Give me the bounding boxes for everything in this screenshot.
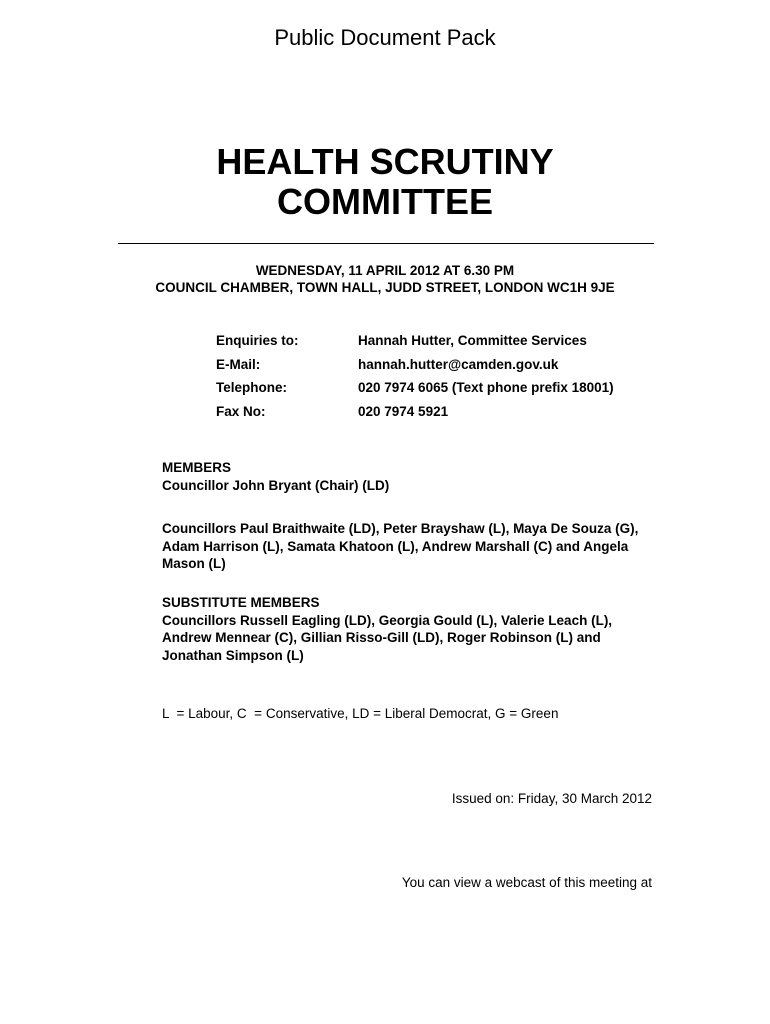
webcast-note: You can view a webcast of this meeting at	[401, 875, 652, 890]
contact-value: 020 7974 5921	[358, 403, 449, 419]
substitutes-section	[162, 594, 652, 664]
members-chair: Councillor John Bryant (Chair) (LD)	[162, 477, 390, 493]
contact-value: 020 7974 6065 (Text phone prefix 18001)	[358, 380, 614, 395]
document-pack-header: Public Document Pack	[274, 25, 496, 50]
party-key: L = Labour, C = Conservative, LD = Liberal Democrat, G = Green	[162, 706, 559, 721]
members-section	[162, 459, 652, 494]
contact-value: Hannah Hutter, Committee Services	[358, 333, 587, 348]
contact-label: Telephone:	[216, 380, 288, 395]
meeting-venue: COUNCIL CHAMBER, TOWN HALL, JUDD STREET, LONDON WC1H 9JE	[155, 280, 615, 295]
title-divider	[118, 243, 654, 244]
committee-title	[0, 142, 770, 222]
committee-title-line-1: HEALTH SCRUTINY	[216, 141, 554, 182]
members-heading: MEMBERS	[162, 460, 232, 475]
substitutes-list: Councillors Russell Eagling (LD), Georgia Gould (L), Valerie Leach (L), Andrew Mennear (C), Gillian Risso-Gill (LD), Roger Robinson (L) and Jonathan Simpson (L)	[162, 612, 613, 663]
committee-title-line-2: COMMITTEE	[277, 181, 493, 222]
contact-row-email	[216, 355, 614, 379]
contact-details	[216, 331, 614, 425]
contact-label: Fax No:	[216, 403, 266, 419]
members-list: Councillors Paul Braithwaite (LD), Peter Brayshaw (L), Maya De Souza (G), Adam Harrison (L), Samata Khatoon (L), Andrew Marshall (C) and Angela Mason (L)	[162, 521, 639, 571]
meeting-datetime: WEDNESDAY, 11 APRIL 2012 AT 6.30 PM	[255, 263, 515, 278]
contact-label: Enquiries to:	[216, 333, 299, 348]
contact-row-telephone	[216, 378, 614, 402]
issued-date: Issued on: Friday, 30 March 2012	[451, 791, 652, 806]
contact-value[interactable]: hannah.hutter@camden.gov.uk	[358, 356, 559, 372]
contact-row-fax	[216, 402, 614, 426]
contact-row-enquiries	[216, 331, 614, 355]
substitutes-heading: SUBSTITUTE MEMBERS	[162, 595, 320, 610]
contact-label: E-Mail:	[216, 356, 261, 372]
